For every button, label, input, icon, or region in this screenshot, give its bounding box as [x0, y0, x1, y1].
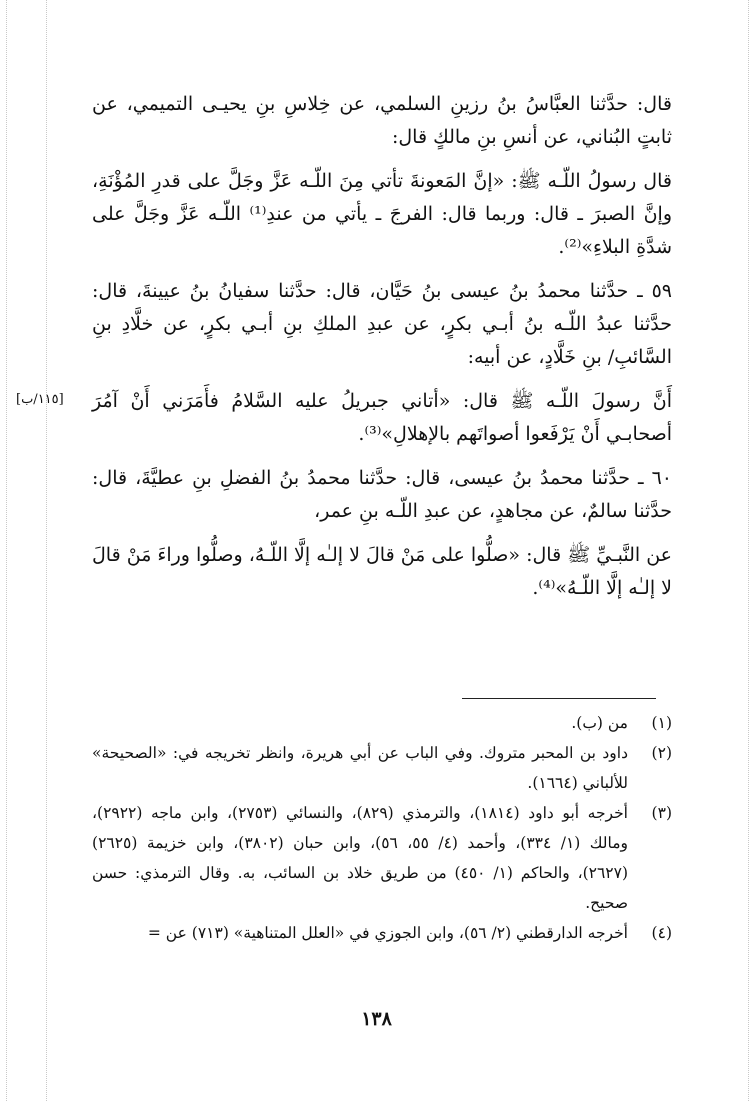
paragraph-isnad-1: قال: حدَّثنا العبَّاسُ بنُ رزينِ السلمي، عن خِلاسِ بنِ يحيـى التميمي، عن ثابتٍ البُناني، عن أنسِ بنِ مالكٍ قال: [92, 93, 672, 148]
paragraph-isnad-60: ٦٠ ـ حدَّثنا محمدُ بنُ عيسى، قال: حدَّثنا محمدُ بنُ الفضلِ بنِ عطيَّةَ، قال: حدَّثنا سالمٌ، عن مجاهدٍ، عن عبدِ اللّـه بنِ عمر، [92, 467, 672, 522]
manuscript-folio-note: [١١٥/ب] [16, 392, 64, 407]
footnote [92, 918, 672, 948]
scan-ruling-line [748, 0, 749, 1101]
footnote-number: (٣) [651, 804, 672, 822]
footnote-text: داود بن المحبر متروك. وفي الباب عن أبي هريرة، وانظر تخريجه في: «الصحيحة» للألباني (١٦٦٤). [92, 744, 628, 792]
footnote-text: أخرجه أبو داود (١٨١٤)، والترمذي (٨٢٩)، والنسائي (٢٧٥٣)، وابن ماجه (٢٩٢٢)، ومالك (١/ ٣٣٤)، وأحمد (٤/ ٥٥، ٥٦)، وابن حبان (٣٨٠٢)، وابن خزيمة (٢٦٢٥) (٢٦٢٧)، والحاكم (١/ ٤٥٠) من طريق خلاد بن السائب، به. وقال الترمذي: حسن صحيح. [92, 804, 629, 912]
footnote-text: أخرجه الدارقطني (٢/ ٥٦)، وابن الجوزي في «العلل المتناهية» (٧١٣) عن = [147, 924, 628, 942]
paragraph-hadith-1: قال رسولُ اللّـه ﷺ: «إنَّ المَعونةَ تأتي مِنَ اللّـه عَزَّ وجَلَّ على قدرِ المُؤْنَةِ، وإنَّ الصبرَ ـ قال: وربما قال: الفرجَ ـ يأتي من عندِ⁽¹⁾ اللّـه عَزَّ وجَلَّ على شدَّةِ البلاءِ»⁽²⁾. [92, 170, 673, 258]
paragraph-isnad-59: ٥٩ ـ حدَّثنا محمدُ بنُ عيسى بنُ حَيَّان، قال: حدَّثنا سفيانُ بنُ عيينةَ، قال: حدَّثنا عبدُ اللّـه بنُ أبـي بكرٍ، عن عبدِ الملكِ بنِ أبـي بكرٍ، عن خلَّادِ بنِ السَّائبِ/ بنِ خَلَّادٍ، عن أبيه: [92, 280, 672, 368]
footnote-text: من (ب). [571, 714, 628, 732]
footnote [92, 738, 672, 798]
scan-ruling-line [6, 0, 7, 1101]
footnote-number: (١) [651, 714, 672, 732]
page-number: ١٣٨ [361, 1008, 392, 1030]
footnote [92, 798, 672, 918]
paragraph-hadith-60: عن النَّبـيِّ ﷺ قال: «صلُّوا على مَنْ قالَ لا إلـٰه إلَّا اللّـهُ، وصلُّوا وراءَ مَنْ قالَ لا إلـٰه إلَّا اللّـهُ»⁽⁴⁾. [92, 544, 672, 599]
footnote-divider [462, 698, 656, 699]
footnote-number: (٤) [651, 924, 672, 942]
paragraph-hadith-59: أَنَّ رسولَ اللّـه ﷺ قال: «أتاني جبريلُ عليه السَّلامُ فأَمَرَني أَنْ آمُرَ أصحابـي أَنْ يَرْفَعوا أصواتَهم بالإهلالِ»⁽³⁾. [92, 390, 672, 445]
footnote [92, 708, 672, 738]
main-text [92, 88, 672, 616]
scan-ruling-line [46, 0, 47, 1101]
footnote-number: (٢) [651, 744, 672, 762]
footnotes [92, 708, 672, 948]
